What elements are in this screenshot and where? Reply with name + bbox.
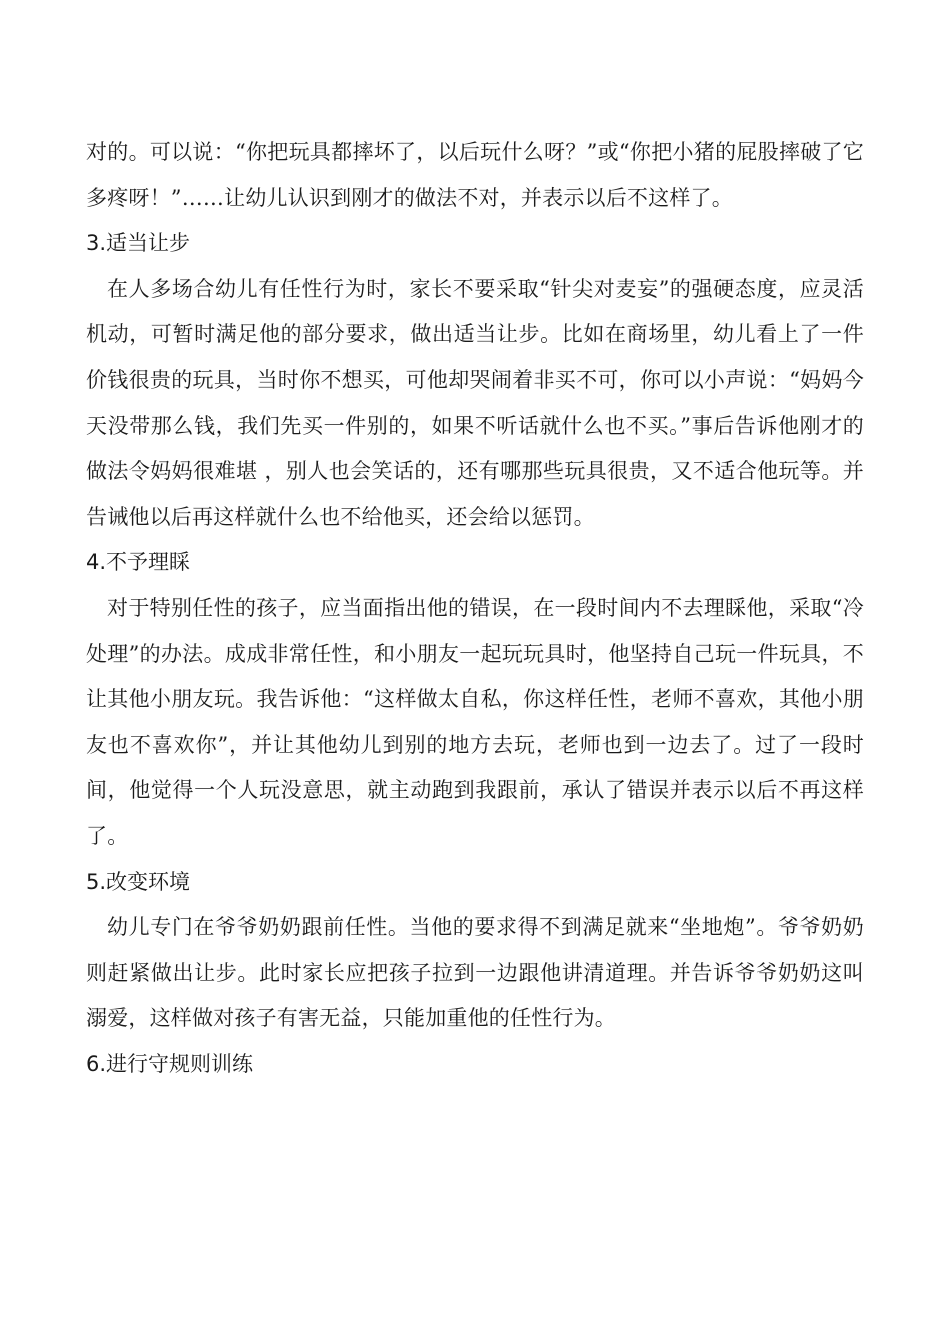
document-page	[86, 130, 864, 1087]
section-heading-3: 3.适当让步	[86, 231, 191, 256]
section-heading-6: 6.进行守规则训练	[86, 1051, 254, 1076]
paragraph-section-3: 在人多场合幼儿有任性行为时，家长不要采取“针尖对麦妄”的强硬态度，应灵活机动，可暂时满足他的部分要求，做出适当让步。比如在商场里，幼儿看上了一件价钱很贵的玩具，当时你不想买，可他却哭闹着非买不可，你可以小声说：“妈妈今天没带那么钱，我们先买一件别的，如果不听话就什么也不买。”事后告诉他刚才的做法令妈妈很难堪 ，别人也会笑话的，还有哪那些玩具很贵，又不适合他玩等。并告诫他以后再这样就什么也不给他买，还会给以惩罚。	[86, 276, 864, 529]
paragraph-section-5: 幼儿专门在爷爷奶奶跟前任性。当他的要求得不到满足就来“坐地炮”。爷爷奶奶则赶紧做出让步。此时家长应把孩子拉到一边跟他讲清道理。并告诉爷爷奶奶这叫溺爱，这样做对孩子有害无益，只能加重他的任性行为。	[86, 915, 864, 1031]
paragraph-section-4: 对于特别任性的孩子，应当面指出他的错误，在一段时间内不去理睬他，采取“冷处理”的办法。成成非常任性，和小朋友一起玩玩具时，他坚持自己玩一件玩具，不让其他小朋友玩。我告诉他：“这样做太自私，你这样任性，老师不喜欢，其他小朋友也不喜欢你”，并让其他幼儿到别的地方去玩，老师也到一边去了。过了一段时间，他觉得一个人玩没意思，就主动跑到我跟前，承认了错误并表示以后不再这样了。	[86, 595, 864, 848]
section-heading-5: 5.改变环境	[86, 869, 191, 894]
section-heading-4: 4.不予理睬	[86, 550, 191, 575]
paragraph-continued: 对的。可以说：“你把玩具都摔坏了，以后玩什么呀？”或“你把小猪的屁股摔破了它多疼呀！”……让幼儿认识到刚才的做法不对，并表示以后不这样了。	[86, 140, 864, 210]
